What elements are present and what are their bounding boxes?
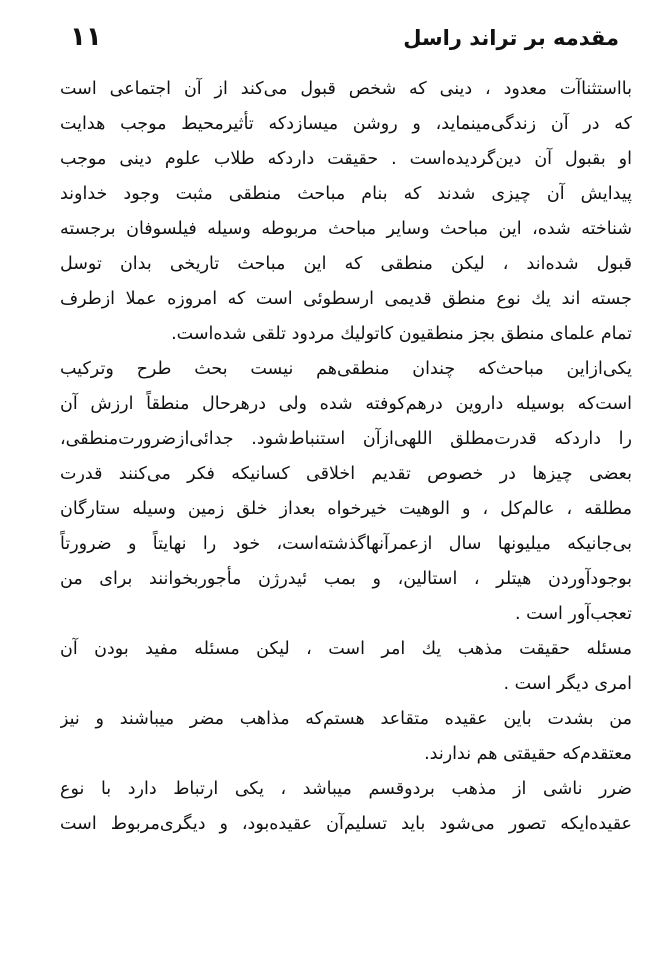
text-line: بی‌جانیکه میلیونها سال ازعمرآنها‌گذشته‌است، خود را نهایتاً و ضرورتاً <box>60 534 632 554</box>
text-line: قبول شده‌اند ، لیکن منطقی که این مباحث تاریخی بدان توسل <box>60 254 632 274</box>
running-title: مقدمه بر تراند راسل <box>403 26 619 50</box>
text-line: عقیده‌ایکه تصور می‌شود باید تسلیم‌آن عقیده‌بود، و دیگری‌مربوط است <box>60 814 632 834</box>
text-line: بااستثناآت معدود ، دینی که شخص قبول می‌کند از آن اجتماعی است <box>60 79 632 99</box>
text-line: مطلقه ، عالم‌کل ، و الوهیت خیرخواه بعداز خلق زمین وسیله ستارگان <box>60 499 632 519</box>
text-line: مسئله حقیقت مذهب یك امر است ، لیکن مسئله مفید بودن آن <box>60 639 632 659</box>
text-line: پیدایش آن چیزی شدند که بنام مباحث منطقی مثبت وجود خداوند <box>60 184 632 204</box>
text-line: جسته اند یك نوع منطق قدیمی ارسطوئی است که امروزه عملا ازطرف <box>60 289 632 309</box>
text-line: من بشدت باین عقیده متقاعد هستم‌که مذاهب مضر میباشند و نیز <box>60 709 632 729</box>
text-line: شناخته شده، این مباحث وسایر مباحث مربوطه وسیله فیلسوفان برجسته <box>60 219 632 239</box>
text-line: یکی‌ازاین مباحث‌که چندان منطقی‌هم نیست بحث طرح وترکیب <box>60 359 632 379</box>
text-line: بوجودآوردن هیتلر ، استالین، و بمب ئیدرژن مأجوربخوانند برای من <box>60 569 632 589</box>
page-number: ۱۱ <box>70 22 102 52</box>
text-line: که در آن زندگی‌مینماید، و روشن میسازدکه تأثیرمحیط موجب هدایت <box>60 114 632 134</box>
text-line: معتقدم‌که حقیقتی هم ندارند. <box>424 744 632 764</box>
text-line: تمام علمای منطق بجز منطقیون کاتولیك مردود تلقی شده‌است. <box>171 324 632 344</box>
page-body <box>60 72 632 842</box>
text-line: بعضی چیزها در خصوص تقدیم اخلاقی کسانیکه فکر می‌کنند قدرت <box>60 464 632 484</box>
text-line: امری دیگر است . <box>503 674 632 694</box>
text-line: او بقبول آن دین‌گردیده‌است . حقیقت دارد‌که طلاب علوم دینی موجب <box>60 149 632 169</box>
text-line: را داردکه قدرت‌مطلق اللهی‌ازآن استنباط‌شود. جدائی‌ازضرورت‌منطقی، <box>60 429 632 449</box>
text-line: تعجب‌آور است . <box>515 604 632 624</box>
text-line: است‌که بوسیله داروین درهم‌کوفته شده ولی درهرحال منطقاً ارزش آن <box>60 394 632 414</box>
text-line: ضرر ناشی از مذهب بردوقسم میباشد ، یکی ارتباط دارد با نوع <box>60 779 632 799</box>
